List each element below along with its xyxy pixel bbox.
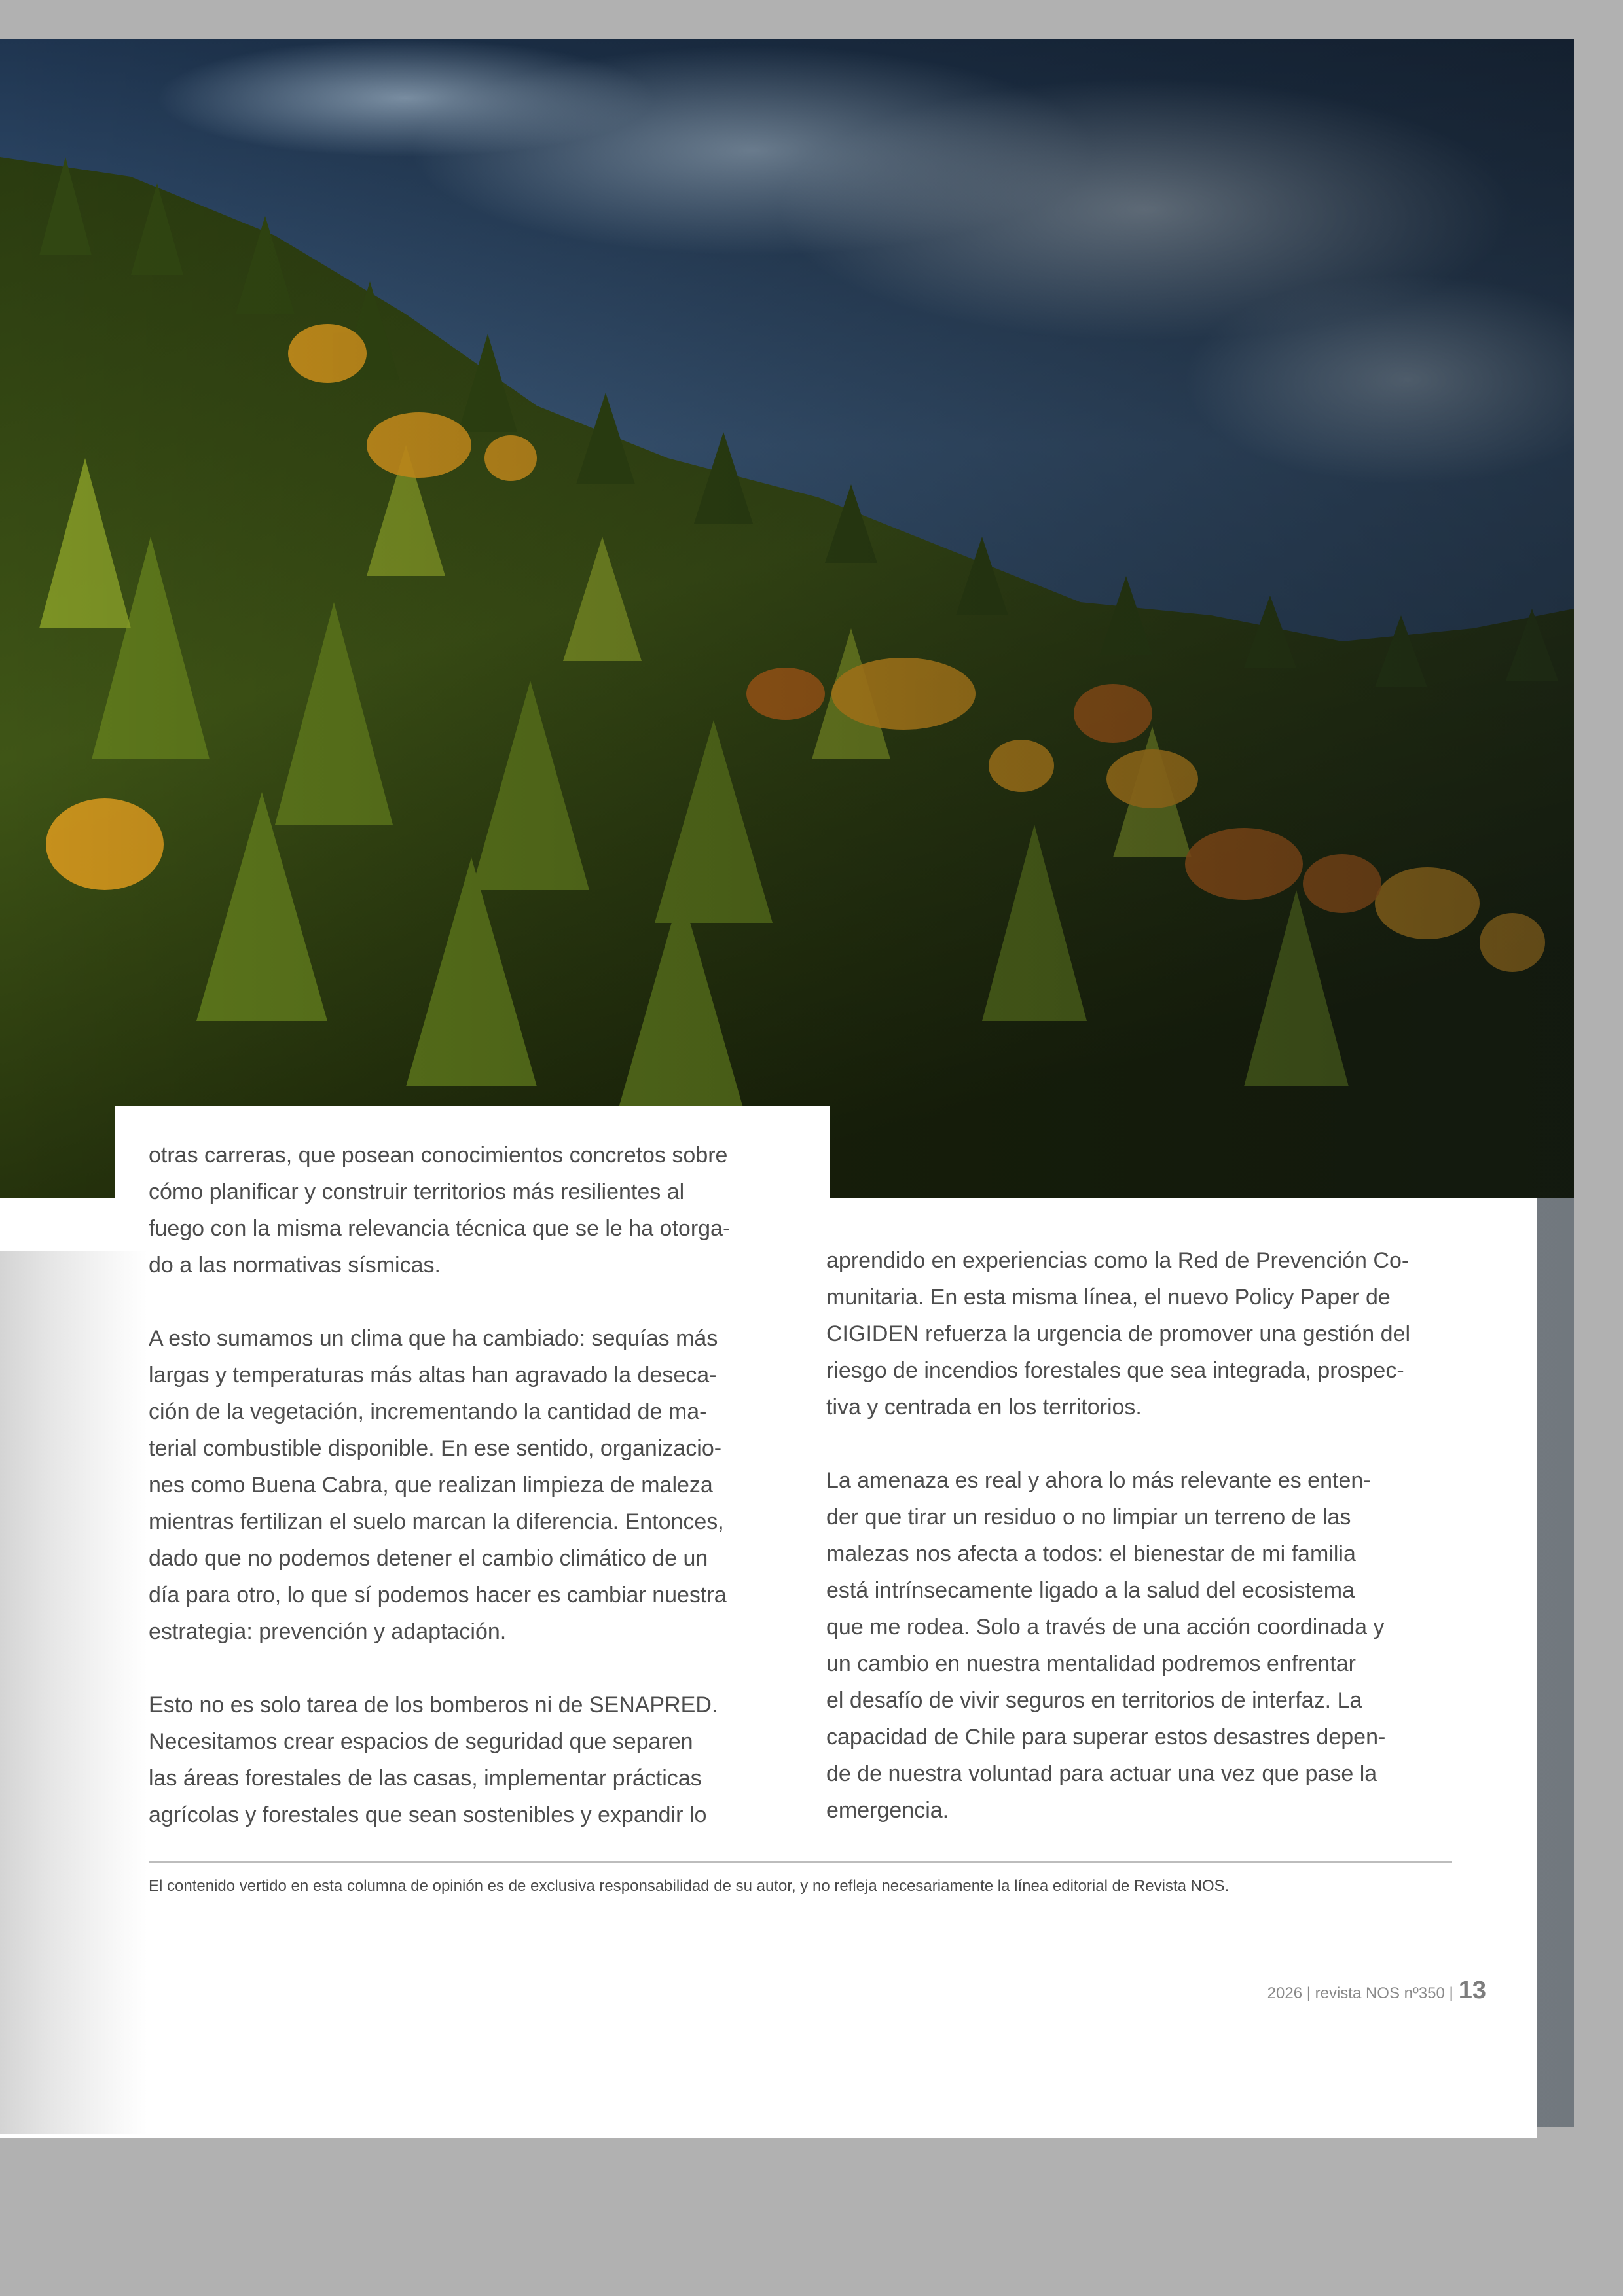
page-folio (1267, 1977, 1486, 2008)
paragraph: La amenaza es real y ahora lo más relevante es enten- der que tirar un residuo o no limpiar un terreno de las malezas nos afecta a todos: el bienestar de mi familia está intrínsecamente ligado a la salud del ecosistema que me rodea. Solo a través de una acción coordinada y un cambio en nuestra mentalidad podremos enfrentar el desafío de vivir seguros en territorios de interfaz. La capacidad de Chile para superar estos desastres depen- de de nuestra voluntad para actuar una vez que pase la emergencia. (826, 1468, 1386, 1823)
footer-rule (149, 1861, 1452, 1863)
folio-meta: 2026 | revista NOS nº350 | (1267, 1984, 1453, 2002)
article-column-right (826, 1242, 1481, 1829)
paragraph: otras carreras, que posean conocimientos concretos sobre cómo planificar y construir territorios más resilientes al fuego con la misma relevancia técnica que se le ha otorga- do a las normativas sísmicas. (149, 1143, 731, 1278)
opinion-disclaimer: El contenido vertido en esta columna de opinión es de exclusiva responsabilidad de su autor, y no refleja necesariamente la línea editorial de Revista NOS. (149, 1877, 1230, 1895)
forest-photo (0, 39, 1574, 1198)
article-column-left (149, 1137, 803, 1833)
paragraph: aprendido en experiencias como la Red de Prevención Co- munitaria. En esta misma línea, el nuevo Policy Paper de CIGIDEN refuerza la urgencia de promover una gestión del riesgo de incendios forestales que sea integrada, prospec- tiva y centrada en los territorios. (826, 1248, 1411, 1420)
paragraph: Esto no es solo tarea de los bomberos ni de SENAPRED. Necesitamos crear espacios de seguridad que separen las áreas forestales de las casas, implementar prácticas agrícolas y forestales que sean sostenibles y expandir lo (149, 1693, 718, 1827)
gutter-shade (0, 1251, 147, 2134)
paragraph: A esto sumamos un clima que ha cambiado: sequías más largas y temperaturas más altas han agravado la deseca- ción de la vegetación, incrementando la cantidad de ma- terial combustible disponible. En ese sentido, organizacio- nes como Buena Cabra, que realizan limpieza de maleza mientras fertilizan el suelo marcan la diferencia. Entonces, dado que no podemos detener el cambio climático de un día para otro, lo que sí podemos hacer es cambiar nuestra estrategia: prevención y adaptación. (149, 1326, 727, 1644)
page-number: 13 (1458, 1977, 1486, 2004)
